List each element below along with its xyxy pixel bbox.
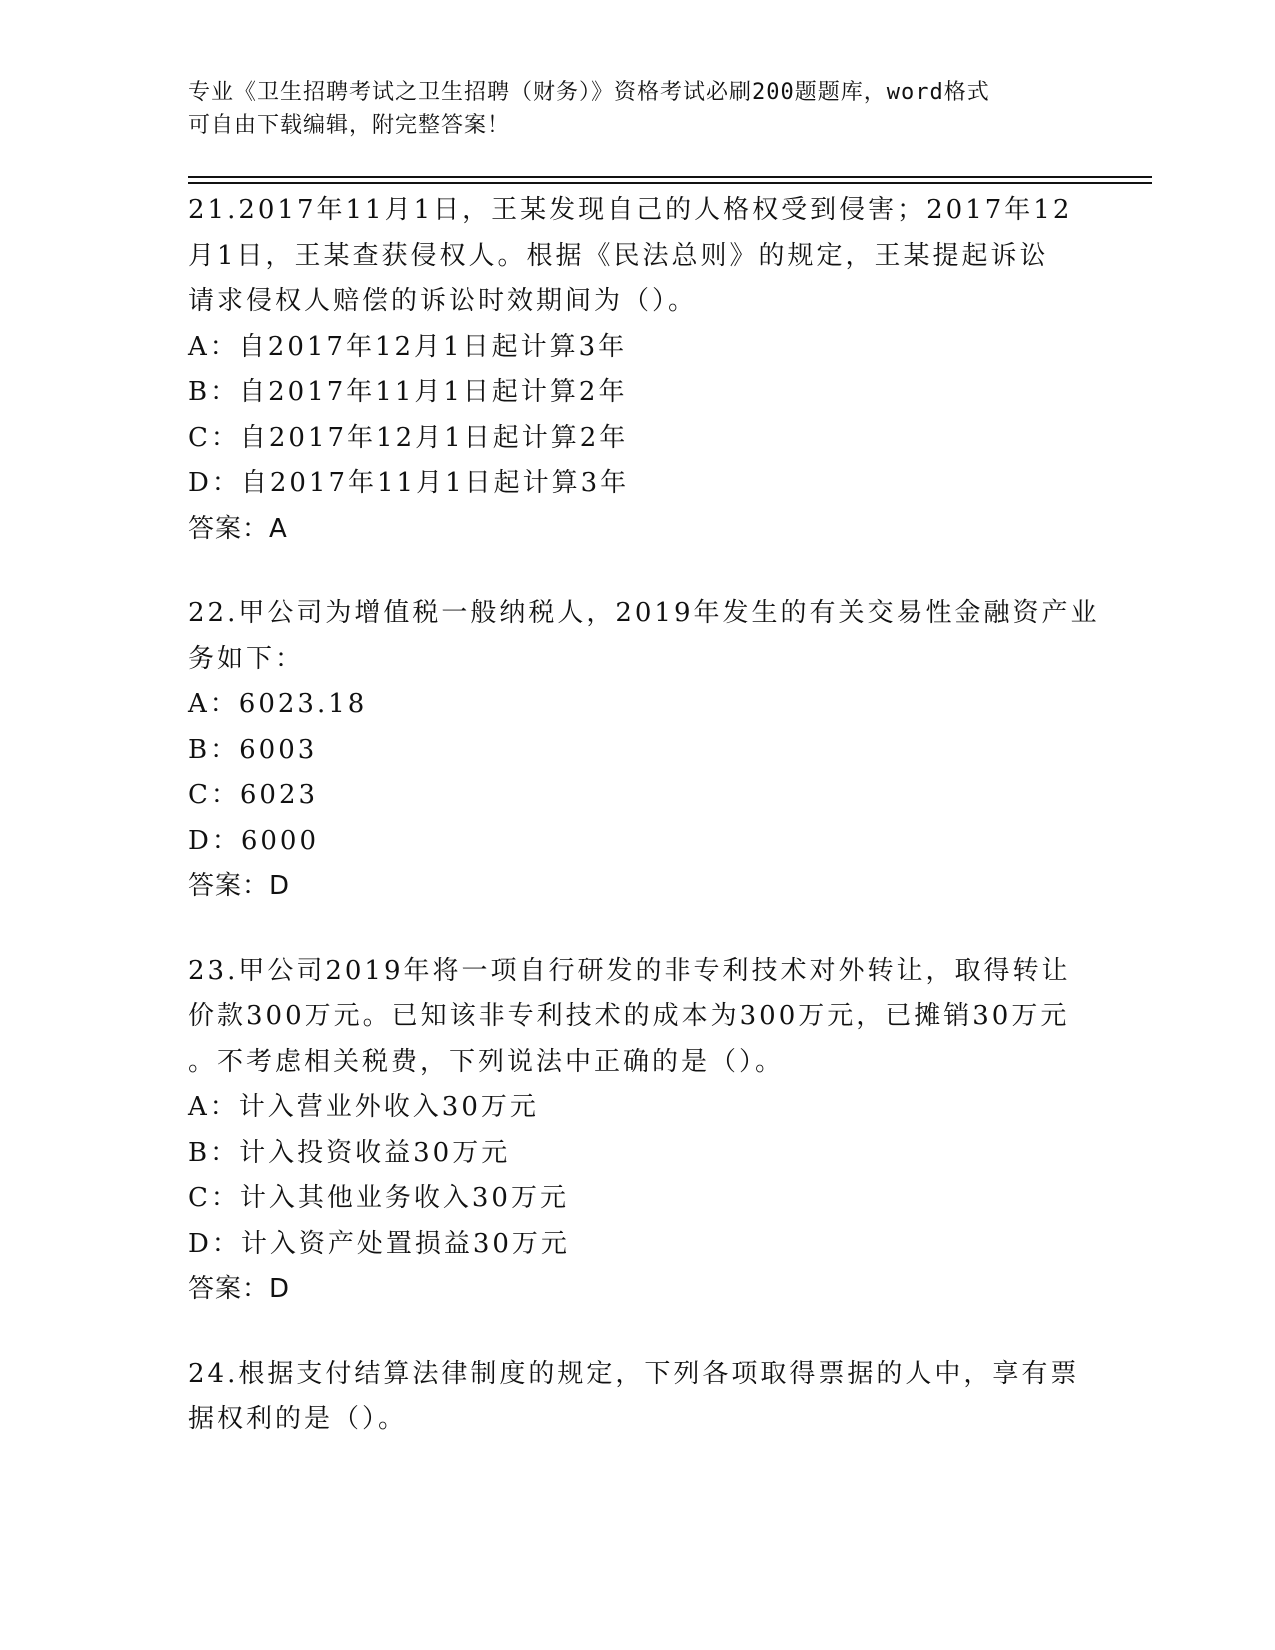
question-23 <box>188 949 1088 1313</box>
question-stem-line: 22.甲公司为增值税一般纳税人，2019年发生的有关交易性金融资产业 <box>188 598 1100 628</box>
option-d: D：计入资产处置损益30万元 <box>188 1228 570 1259</box>
header-divider-top <box>188 176 1152 178</box>
question-stem-line: 务如下： <box>188 643 305 674</box>
option-a: A：自2017年12月1日起计算3年 <box>188 331 628 362</box>
option-b: B：自2017年11月1日起计算2年 <box>188 377 628 407</box>
option-d: D：自2017年11月1日起计算3年 <box>188 468 630 498</box>
question-list <box>188 188 1100 1482</box>
option-c: C：自2017年12月1日起计算2年 <box>188 422 629 453</box>
option-b: B：计入投资收益30万元 <box>188 1137 511 1168</box>
answer-label: 答案：A <box>188 513 288 544</box>
question-21 <box>188 188 1088 552</box>
question-stem-line: 月1日，王某查获侵权人。根据《民法总则》的规定，王某提起诉讼 <box>188 240 1049 271</box>
header-divider-bottom <box>188 182 1152 184</box>
option-d: D：6000 <box>188 825 320 856</box>
question-stem-line: 。不考虑相关税费，下列说法中正确的是（）。 <box>188 1046 785 1077</box>
header-line: 专业《卫生招聘考试之卫生招聘（财务）》资格考试必刷200题题库，word格式 <box>188 80 990 105</box>
question-stem-line: 据权利的是（）。 <box>188 1404 408 1434</box>
option-c: C：6023 <box>188 780 319 810</box>
answer-label: 答案：D <box>188 1274 291 1304</box>
option-b: B：6003 <box>188 734 318 765</box>
option-a: A：6023.18 <box>188 689 368 719</box>
option-c: C：计入其他业务收入30万元 <box>188 1183 569 1213</box>
option-a: A：计入营业外收入30万元 <box>188 1092 539 1122</box>
answer-label: 答案：D <box>188 871 291 901</box>
question-stem-line: 请求侵权人赔偿的诉讼时效期间为（）。 <box>188 286 698 316</box>
question-stem-line: 23.甲公司2019年将一项自行研发的非专利技术对外转让，取得转让 <box>188 955 1071 986</box>
question-stem-line: 21.2017年11月1日，王某发现自己的人格权受到侵害；2017年12 <box>188 195 1073 225</box>
header-line: 可自由下载编辑，附完整答案！ <box>188 113 511 138</box>
document-header <box>188 76 1068 142</box>
question-24 <box>188 1352 1088 1443</box>
question-22 <box>188 591 1100 910</box>
question-stem-line: 价款300万元。已知该非专利技术的成本为300万元，已摊销30万元 <box>188 1001 1070 1031</box>
question-stem-line: 24.根据支付结算法律制度的规定，下列各项取得票据的人中，享有票 <box>188 1358 1080 1389</box>
